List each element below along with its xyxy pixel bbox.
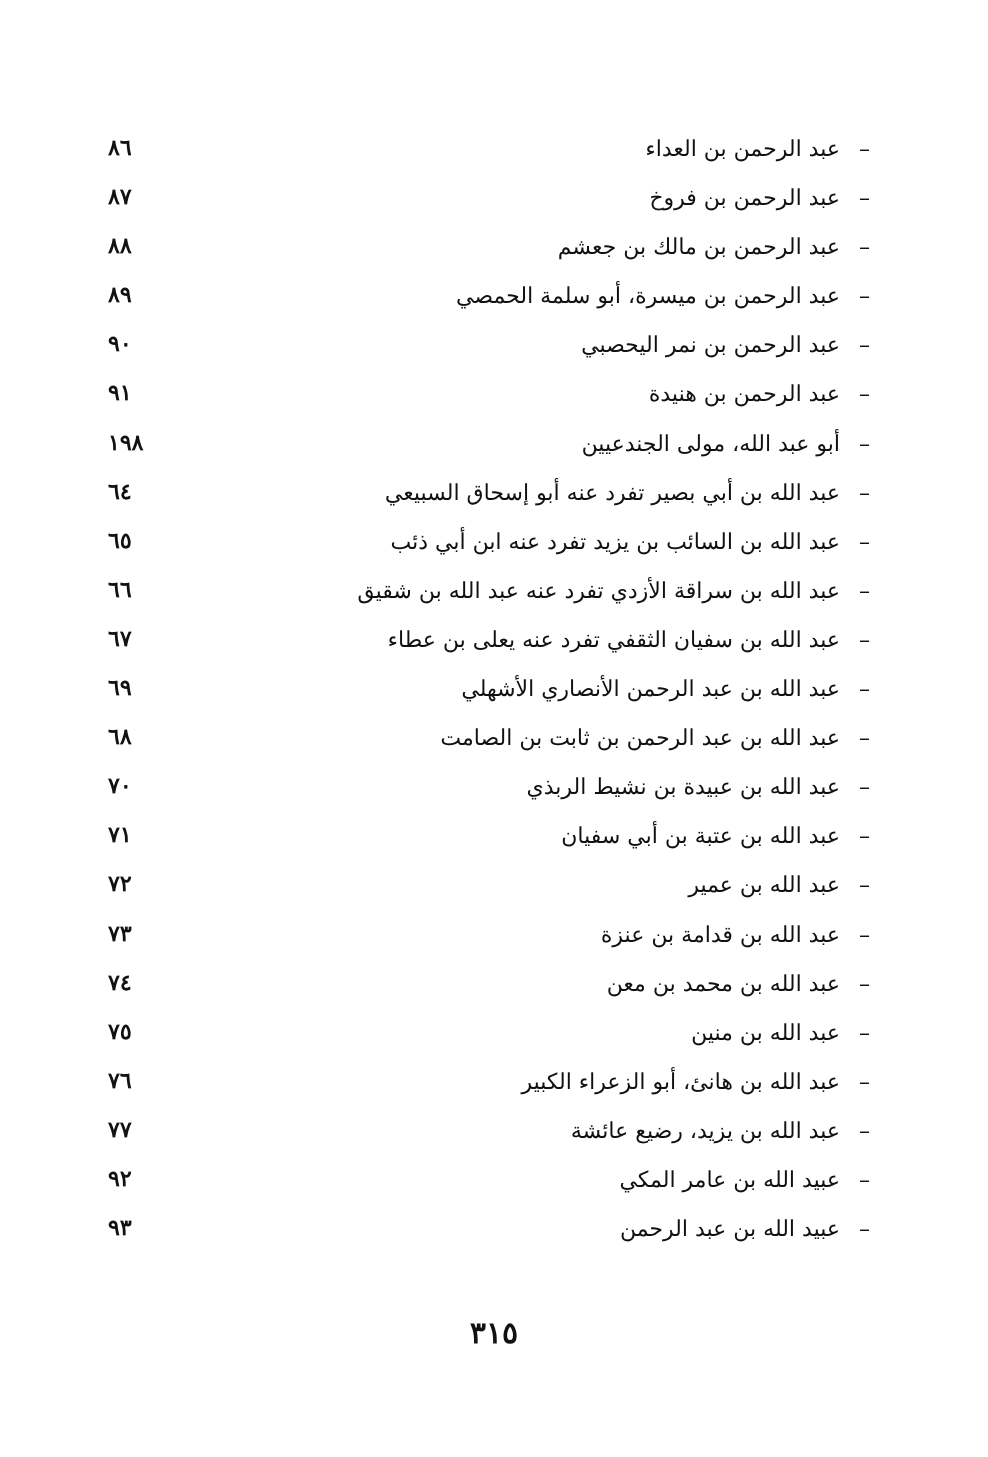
- index-entry: [0, 324, 988, 373]
- entry-page-number: ٧٣: [108, 920, 132, 947]
- index-entry: [0, 472, 988, 521]
- index-entry: [0, 619, 988, 668]
- entry-page-number: ٧٠: [108, 773, 132, 800]
- entry-name: عبد الله بن منين: [691, 1020, 840, 1046]
- entry-name: عبد الرحمن بن ميسرة، أبو سلمة الحمصي: [456, 284, 840, 310]
- index-entry: [0, 963, 988, 1012]
- index-entry: [0, 423, 988, 472]
- entry-name: عبد الرحمن بن فروخ: [649, 186, 840, 212]
- index-entry: [0, 226, 988, 275]
- entry-name: عبد الرحمن بن هنيدة: [648, 382, 840, 408]
- entry-page-number: ٩٢: [108, 1165, 132, 1192]
- index-entry: [0, 766, 988, 815]
- entry-name: عبد الله بن يزيد، رضيع عائشة: [570, 1118, 840, 1144]
- entry-dash: –: [859, 775, 870, 801]
- entry-page-number: ٧٧: [108, 1116, 132, 1143]
- entry-dash: –: [859, 382, 870, 408]
- index-entry: [0, 1061, 988, 1110]
- index-entry: [0, 668, 988, 717]
- entry-page-number: ٦٥: [108, 527, 132, 554]
- entry-dash: –: [859, 235, 870, 261]
- entry-name: عبد الله بن قدامة بن عنزة: [600, 922, 840, 948]
- index-entry: [0, 717, 988, 766]
- entry-dash: –: [859, 333, 870, 359]
- entry-name: عبد الله بن عمير: [688, 873, 840, 899]
- entry-dash: –: [859, 824, 870, 850]
- entry-name: عبد الله بن عبد الرحمن بن ثابت بن الصامت: [440, 726, 840, 752]
- entry-page-number: ٧٦: [108, 1067, 132, 1094]
- entry-name: عبيد الله بن عبد الرحمن: [619, 1217, 840, 1243]
- entry-dash: –: [859, 726, 870, 752]
- entry-page-number: ٦٤: [108, 478, 132, 505]
- entry-page-number: ٩٠: [108, 331, 132, 358]
- entry-name: عبد الله بن هانئ، أبو الزعراء الكبير: [521, 1069, 840, 1095]
- entry-page-number: ٨٦: [108, 135, 132, 161]
- entry-name: عبد الله بن أبي بصير تفرد عنه أبو إسحاق السبيعي: [384, 480, 840, 506]
- entry-name: عبد الله بن السائب بن يزيد تفرد عنه ابن أبي ذئب: [390, 529, 840, 555]
- entry-page-number: ١٩٨: [108, 429, 144, 456]
- entry-page-number: ٦٨: [108, 724, 132, 751]
- index-list: [0, 128, 988, 1257]
- entry-name: عبد الله بن عتبة بن أبي سفيان: [561, 824, 840, 850]
- entry-dash: –: [859, 137, 870, 162]
- entry-page-number: ٦٩: [108, 675, 132, 702]
- index-entry: [0, 914, 988, 963]
- entry-name: عبد الرحمن بن العداء: [645, 137, 840, 162]
- entry-dash: –: [859, 1167, 870, 1193]
- entry-name: عبيد الله بن عامر المكي: [619, 1167, 840, 1193]
- index-entry: [0, 570, 988, 619]
- entry-page-number: ٩٣: [108, 1215, 132, 1242]
- index-entry: [0, 1208, 988, 1257]
- entry-name: عبد الله بن عبيدة بن نشيط الربذي: [526, 775, 840, 801]
- entry-page-number: ٩١: [108, 380, 132, 407]
- index-entry: [0, 128, 988, 177]
- entry-page-number: ٦٧: [108, 625, 132, 652]
- entry-page-number: ٨٨: [108, 233, 132, 260]
- entry-name: عبد الرحمن بن نمر اليحصبي: [581, 333, 840, 359]
- entry-page-number: ٨٧: [108, 184, 132, 211]
- entry-dash: –: [859, 627, 870, 653]
- entry-dash: –: [859, 1020, 870, 1046]
- entry-page-number: ٧١: [108, 822, 132, 849]
- entry-dash: –: [859, 529, 870, 555]
- entry-dash: –: [859, 1118, 870, 1144]
- entry-page-number: ٨٩: [108, 282, 132, 309]
- index-entry: [0, 1110, 988, 1159]
- entry-dash: –: [859, 873, 870, 899]
- entry-dash: –: [859, 480, 870, 506]
- entry-name: عبد الرحمن بن مالك بن جعشم: [557, 235, 840, 261]
- entry-name: عبد الله بن عبد الرحمن الأنصاري الأشهلي: [461, 677, 840, 703]
- entry-name: أبو عبد الله، مولى الجندعيين: [581, 431, 840, 457]
- entry-page-number: ٧٤: [108, 969, 132, 996]
- index-entry: [0, 1159, 988, 1208]
- index-entry: [0, 521, 988, 570]
- entry-dash: –: [859, 1069, 870, 1095]
- entry-dash: –: [859, 578, 870, 604]
- entry-name: عبد الله بن سراقة الأزدي تفرد عنه عبد الله بن شقيق: [357, 578, 840, 604]
- entry-dash: –: [859, 922, 870, 948]
- entry-page-number: ٧٢: [108, 871, 132, 898]
- entry-page-number: ٦٦: [108, 576, 132, 603]
- entry-dash: –: [859, 431, 870, 457]
- page-number: ٣١٥: [469, 1316, 519, 1351]
- entry-name: عبد الله بن سفيان الثقفي تفرد عنه يعلى بن عطاء: [387, 627, 840, 653]
- entry-dash: –: [859, 1217, 870, 1243]
- entry-dash: –: [859, 971, 870, 997]
- index-entry: [0, 177, 988, 226]
- entry-dash: –: [859, 186, 870, 212]
- entry-dash: –: [859, 677, 870, 703]
- entry-dash: –: [859, 284, 870, 310]
- index-entry: [0, 275, 988, 324]
- index-entry: [0, 373, 988, 422]
- index-entry: [0, 1012, 988, 1061]
- entry-name: عبد الله بن محمد بن معن: [606, 971, 840, 997]
- index-entry: [0, 864, 988, 913]
- entry-page-number: ٧٥: [108, 1018, 132, 1045]
- index-entry: [0, 815, 988, 864]
